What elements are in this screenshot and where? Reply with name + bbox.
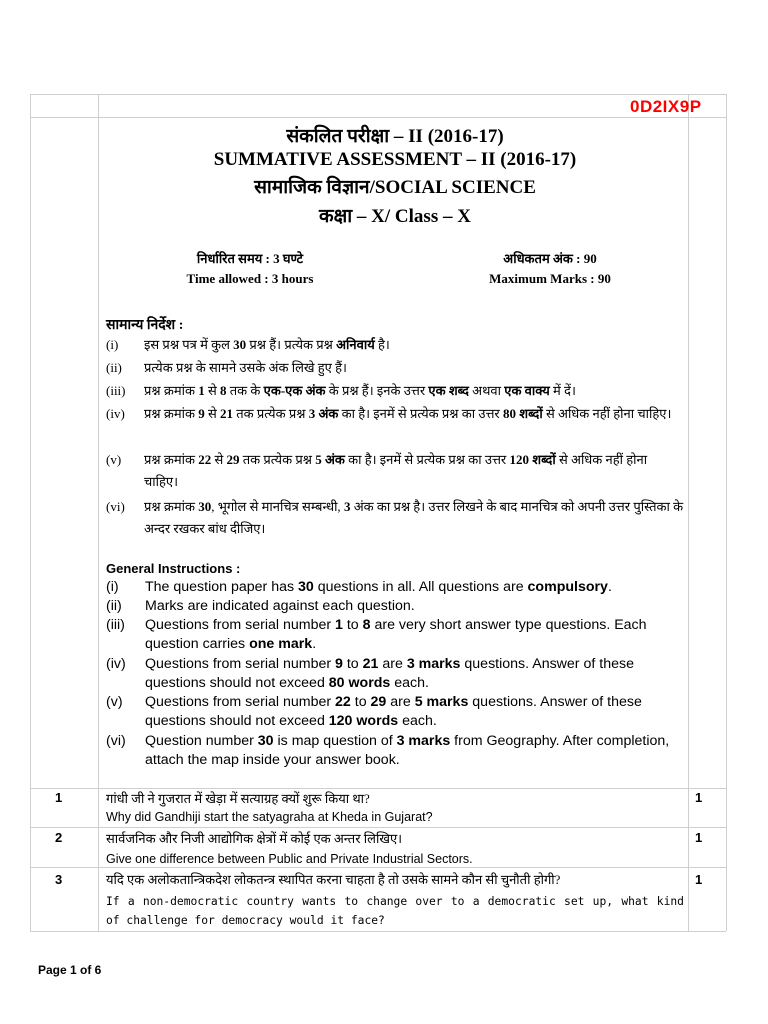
instruction-number: (i) bbox=[106, 337, 119, 352]
max-marks-hindi: अधिकतम अंक : 90 bbox=[503, 251, 597, 266]
instruction-text: इस प्रश्न पत्र में कुल 30 प्रश्न हैं। प्रत्येक प्रश्न अनिवार्य है। bbox=[144, 337, 390, 352]
time-allowed-hindi: निर्धारित समय : 3 घण्टे bbox=[196, 251, 304, 266]
instruction-text: Marks are indicated against each question. bbox=[145, 598, 415, 614]
question-text-hindi: गांधी जी ने गुजरात में खेड़ा में सत्याग्रह क्यों शुरू किया था? bbox=[106, 791, 370, 806]
question-text-hindi: सार्वजनिक और निजी आद्योगिक क्षेत्रों में कोई एक अन्तर लिखिए। bbox=[106, 831, 403, 846]
instruction-text: प्रश्न क्रमांक 1 से 8 तक के एक-एक अंक के प्रश्न हैं। इनके उत्तर एक शब्द अथवा एक वाक्य में दें। bbox=[144, 383, 576, 398]
table-row-divider bbox=[30, 117, 726, 118]
time-allowed-english: Time allowed : 3 hours bbox=[186, 271, 314, 286]
question-marks: 1 bbox=[695, 872, 703, 887]
instruction-number: (v) bbox=[106, 694, 123, 710]
question-marks: 1 bbox=[695, 830, 703, 845]
question-marks: 1 bbox=[695, 790, 703, 805]
table-column-divider bbox=[98, 94, 99, 931]
instruction-text: प्रश्न क्रमांक 9 से 21 तक प्रत्येक प्रश्न 3 अंक का है। इनमें से प्रत्येक प्रश्न का उत्तर 80 शब्दों से अधिक नहीं होना चाहिए। bbox=[144, 406, 672, 421]
instruction-number: (iv) bbox=[106, 656, 126, 672]
paper-code: 0D2IX9P bbox=[630, 97, 702, 116]
instruction-text: प्रश्न क्रमांक 22 से 29 तक प्रत्येक प्रश्न 5 अंक का है। इनमें से प्रत्येक प्रश्न का उत्तर 120 शब्दों से अधिक नहीं होना चाहिए। bbox=[144, 452, 648, 489]
table-border-bottom bbox=[30, 931, 726, 932]
instruction-text: Question number 30 is map question of 3 marks from Geography. After completion, attach the map inside your answer book. bbox=[145, 733, 670, 768]
table-border-top bbox=[30, 94, 726, 95]
instruction-text: Questions from serial number 1 to 8 are very short answer type questions. Each question carries one mark. bbox=[145, 617, 647, 652]
instruction-text: Questions from serial number 22 to 29 are 5 marks questions. Answer of these questions should not exceed 120 words each. bbox=[145, 694, 642, 729]
instruction-number: (vi) bbox=[106, 733, 126, 749]
title-english: SUMMATIVE ASSESSMENT – II (2016-17) bbox=[213, 149, 577, 170]
page-number: Page 1 of 6 bbox=[38, 963, 102, 977]
instruction-text: Questions from serial number 9 to 21 are 3 marks questions. Answer of these questions should not exceed 80 words each. bbox=[145, 656, 634, 691]
instruction-number: (ii) bbox=[106, 598, 122, 614]
instruction-number: (i) bbox=[106, 579, 119, 595]
table-row-divider bbox=[30, 867, 726, 868]
table-border-right bbox=[726, 94, 727, 931]
title-hindi: संकलित परीक्षा – II (2016-17) bbox=[286, 126, 504, 147]
question-text-hindi: यदि एक अलोकतान्त्रिकदेश लोकतन्त्र स्थापित करना चाहता है तो उसके सामने कौन सी चुनौती होगी? bbox=[106, 872, 561, 887]
instruction-number: (iv) bbox=[106, 406, 125, 421]
question-text-english: Give one difference between Public and Private Industrial Sectors. bbox=[106, 852, 473, 866]
instruction-number: (iii) bbox=[106, 383, 126, 398]
instruction-number: (vi) bbox=[106, 499, 125, 514]
question-number: 1 bbox=[55, 790, 63, 805]
max-marks-english: Maximum Marks : 90 bbox=[489, 271, 611, 286]
class-line: कक्षा – X/ Class – X bbox=[319, 206, 471, 227]
question-number: 3 bbox=[55, 872, 63, 887]
table-row-divider bbox=[30, 827, 726, 828]
subject-title: सामाजिक विज्ञान/SOCIAL SCIENCE bbox=[254, 177, 536, 198]
instruction-text: प्रत्येक प्रश्न के सामने उसके अंक लिखे हुए हैं। bbox=[144, 360, 347, 375]
instruction-number: (v) bbox=[106, 452, 122, 467]
question-text-english: Why did Gandhiji start the satyagraha at Kheda in Gujarat? bbox=[106, 810, 433, 824]
question-number: 2 bbox=[55, 830, 63, 845]
instruction-number: (ii) bbox=[106, 360, 122, 375]
table-border-left bbox=[30, 94, 31, 931]
instruction-number: (iii) bbox=[106, 617, 125, 633]
question-text-english: If a non-democratic country wants to change over to a democratic set up, what kind of challenge for democracy would it face? bbox=[106, 895, 684, 927]
instruction-text: The question paper has 30 questions in all. All questions are compulsory. bbox=[145, 579, 612, 595]
instructions-heading-english: General Instructions : bbox=[106, 561, 241, 576]
instruction-text: प्रश्न क्रमांक 30, भूगोल से मानचित्र सम्बन्धी, 3 अंक का प्रश्न है। उत्तर लिखने के बाद मानचित्र को अपनी उत्तर पुस्तिका के अन्दर रखकर बांध दीजिए। bbox=[144, 499, 684, 536]
instructions-heading-hindi: सामान्य निर्देश : bbox=[106, 318, 184, 333]
